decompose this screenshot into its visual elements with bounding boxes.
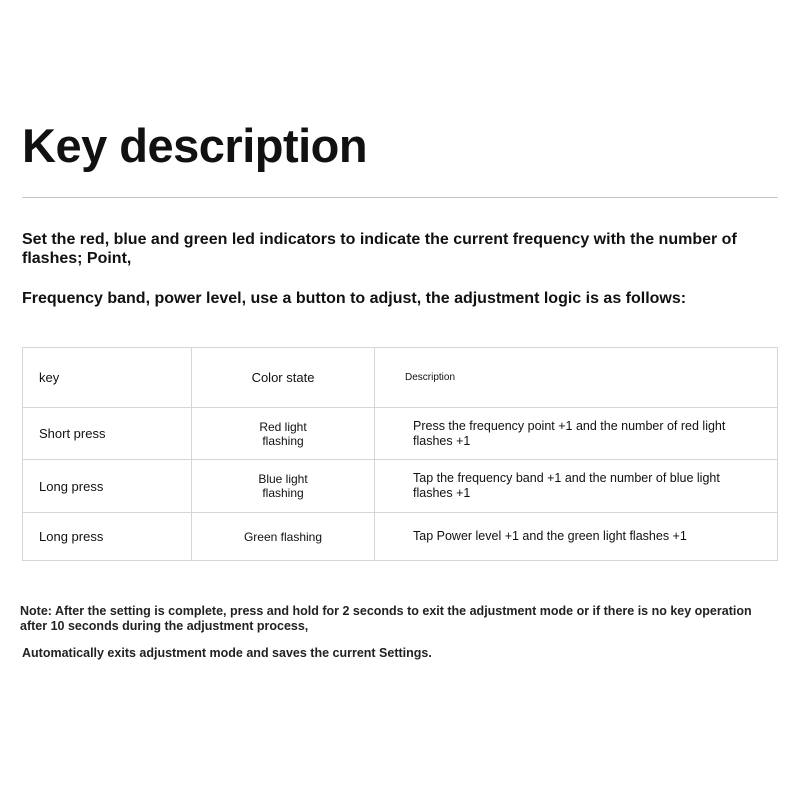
- table-row: [23, 460, 778, 513]
- row-description: Tap Power level +1 and the green light flashes +1: [375, 513, 778, 561]
- adjustment-logic-text: Frequency band, power level, use a button to adjust, the adjustment logic is as follows:: [22, 290, 687, 307]
- row-description: Tap the frequency band +1 and the number of blue light flashes +1: [375, 460, 778, 513]
- row-key: Short press: [23, 408, 192, 460]
- row-key: Long press: [23, 513, 192, 561]
- row-color-state-text: Blue light flashing: [258, 472, 308, 500]
- note-continuation-text: Automatically exits adjustment mode and saves the current Settings.: [22, 646, 432, 660]
- title-divider: [22, 197, 778, 198]
- note-text: Note: After the setting is complete, press and hold for 2 seconds to exit the adjustment mode or if there is no key operation after 10 seconds during the adjustment process,: [20, 604, 752, 633]
- header-color-state: Color state: [192, 348, 375, 408]
- row-color-state: [192, 460, 375, 513]
- header-description: Description: [375, 348, 778, 408]
- header-key: key: [23, 348, 192, 408]
- row-description: Press the frequency point +1 and the number of red light flashes +1: [375, 408, 778, 460]
- row-color-state-text: Red light flashing: [259, 419, 307, 448]
- row-color-state: [192, 408, 375, 460]
- table-row: [23, 408, 778, 460]
- intro-text: Set the red, blue and green led indicators to indicate the current frequency with the number of flashes; Point,: [22, 231, 737, 267]
- key-table: [22, 347, 778, 561]
- row-color-state: Green flashing: [192, 513, 375, 561]
- table-row: [23, 513, 778, 561]
- table-header-row: [23, 348, 778, 408]
- row-key: Long press: [23, 460, 192, 513]
- page-title: Key description: [22, 119, 368, 172]
